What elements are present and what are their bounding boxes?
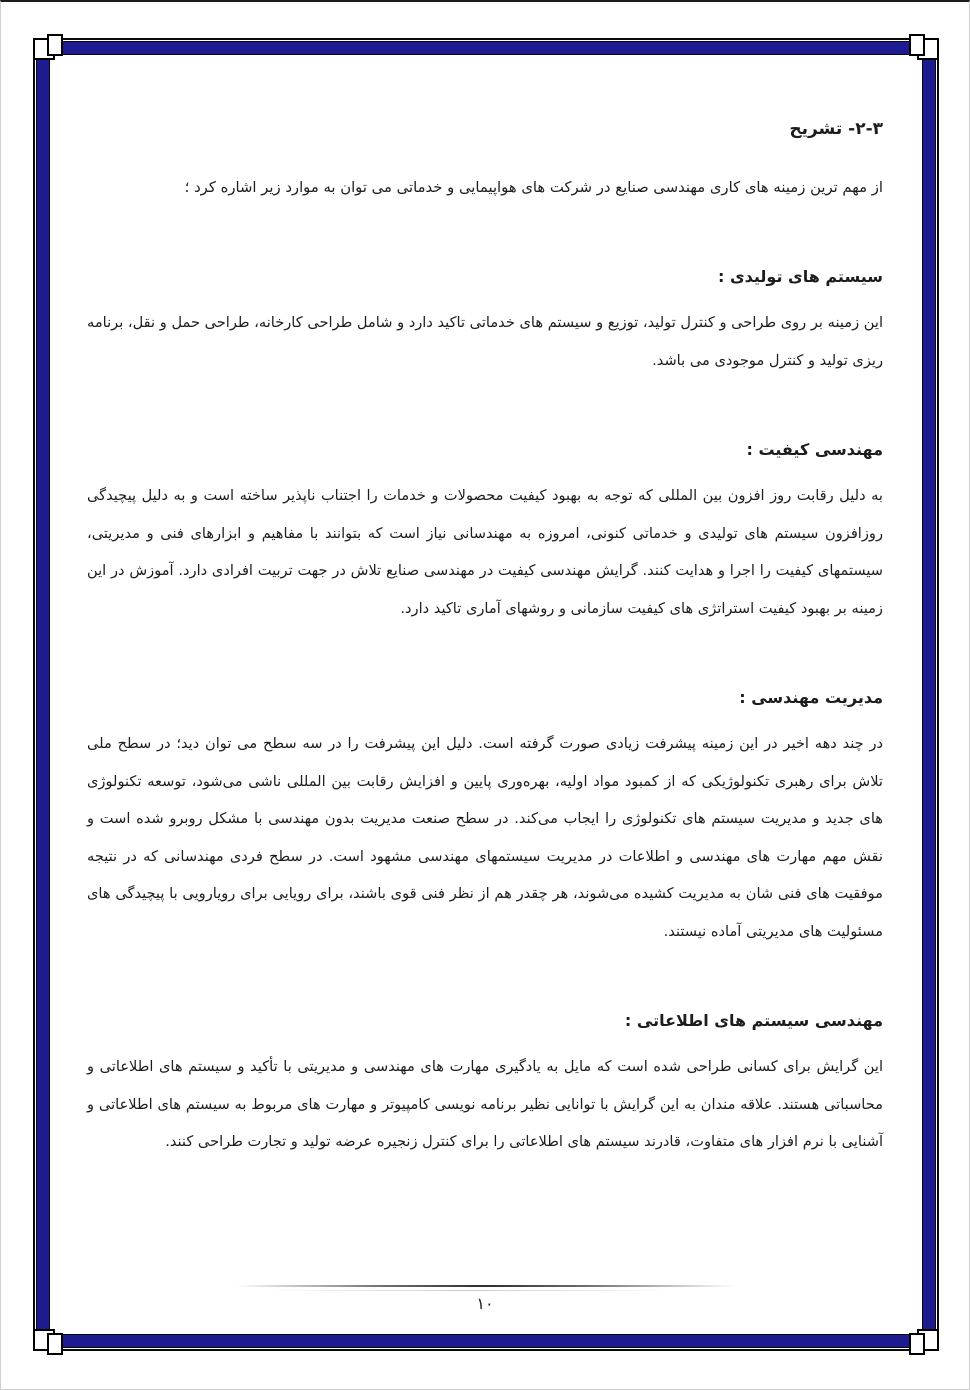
section-body: این زمینه بر روی طراحی و کنترل تولید، توزیع و سیستم های خدماتی تاکید دارد و شامل طراحی کارخانه، طراحی حمل و نقل، برنامه ریزی تولید و کنترل موجودی می باشد.: [87, 314, 883, 369]
footer-separator-shadow: [265, 1290, 675, 1291]
section-heading: مهندسی کیفیت :: [746, 440, 883, 459]
footer-separator-line: [235, 1285, 735, 1291]
intro-paragraph: از مهم ترین زمینه های کاری مهندسی صنایع در شرکت های هواپیمایی و خدماتی می توان به موارد زیر اشاره کرد ؛: [184, 179, 883, 196]
section-body: این گرایش برای کسانی طراحی شده است که مایل به یادگیری مهارت های مهندسی و مدیریتی با تأکید و سیستم های اطلاعاتی و محاسباتی هستند. علاقه مندان به این گرایش با توانایی نظیر برنامه نویسی کامپیوتر و مهارت های مربوط به سیستم های اطلاعاتی و آشنایی با نرم افزار های متفاوت، قادرند سیستم های اطلاعاتی را برای کنترل زنجیره عرضه تولید و تجارت طراحی کنند.: [87, 1058, 883, 1150]
corner-square-icon: [909, 1333, 925, 1355]
section-body: به دلیل رقابت روز افزون بین المللی که توجه به بهبود کیفیت محصولات و خدمات را اجتناب ناپذیر ساخته است و به دلیل پیچیدگی روزافزون سیستم های تولیدی و خدماتی کنونی، امروزه به مهندسانی نیاز است که بتوانند با مفاهیم و ابزارهای فنی و مدیریتی، سیستمهای کیفیت را اجرا و هدایت کنند. گرایش مهندسی کیفیت در مهندسی صنایع تلاش در جهت تربیت افرادی دارد. آموزش در این زمینه بر بهبود کیفیت استراتژی های کیفیت سازمانی و روشهای آماری تاکید دارد.: [87, 487, 883, 617]
section-heading: مهندسی سیستم های اطلاعاتی :: [624, 1011, 883, 1030]
section-engineering-management: [87, 683, 883, 950]
section-information-systems-engineering: [87, 1006, 883, 1161]
section-number-heading: ۲-۳- تشریح: [789, 119, 883, 139]
section-heading: مدیریت مهندسی :: [739, 688, 883, 707]
section-quality-engineering: [87, 435, 883, 627]
border-corner-ornament-bottom-right: [903, 1315, 939, 1351]
section-heading: سیستم های تولیدی :: [718, 267, 883, 286]
footer-separator-main: [235, 1285, 735, 1287]
page-content: [1, 2, 969, 1161]
corner-square-icon: [47, 1333, 63, 1355]
section-production-systems: [87, 262, 883, 379]
section-body: در چند دهه اخیر در این زمینه پیشرفت زیادی صورت گرفته است. دلیل این پیشرفت را در سه سطح می توان دید؛ در سطح ملی تلاش برای رهبری تکنولوژیکی که از کمبود مواد اولیه، بهره‌وری پایین و افزایش رقابت بین المللی ناشی می‌شود، توسعه تکنولوژی های جدید و مدیریت سیستم های تکنولوژی را ایجاب می‌کند. در سطح صنعت مدیریت بدون مهندسی با مشکل روبرو شده است و نقش مهم مهارت های مهندسی و اطلاعات در مدیریت سیستمهای مهندسی مشهود است. در سطح فردی مهندسانی که در نتیجه موفقیت های فنی شان به مدیریت کشیده می‌شوند، هر چقدر هم از نظر فنی قوی باشند، برای رویایی برای رویارویی با پیچیدگی های مسئولیت های مدیریتی آماده نیستند.: [87, 735, 883, 940]
page-number: ۱۰: [476, 1294, 494, 1313]
border-corner-ornament-bottom-left: [33, 1315, 69, 1351]
